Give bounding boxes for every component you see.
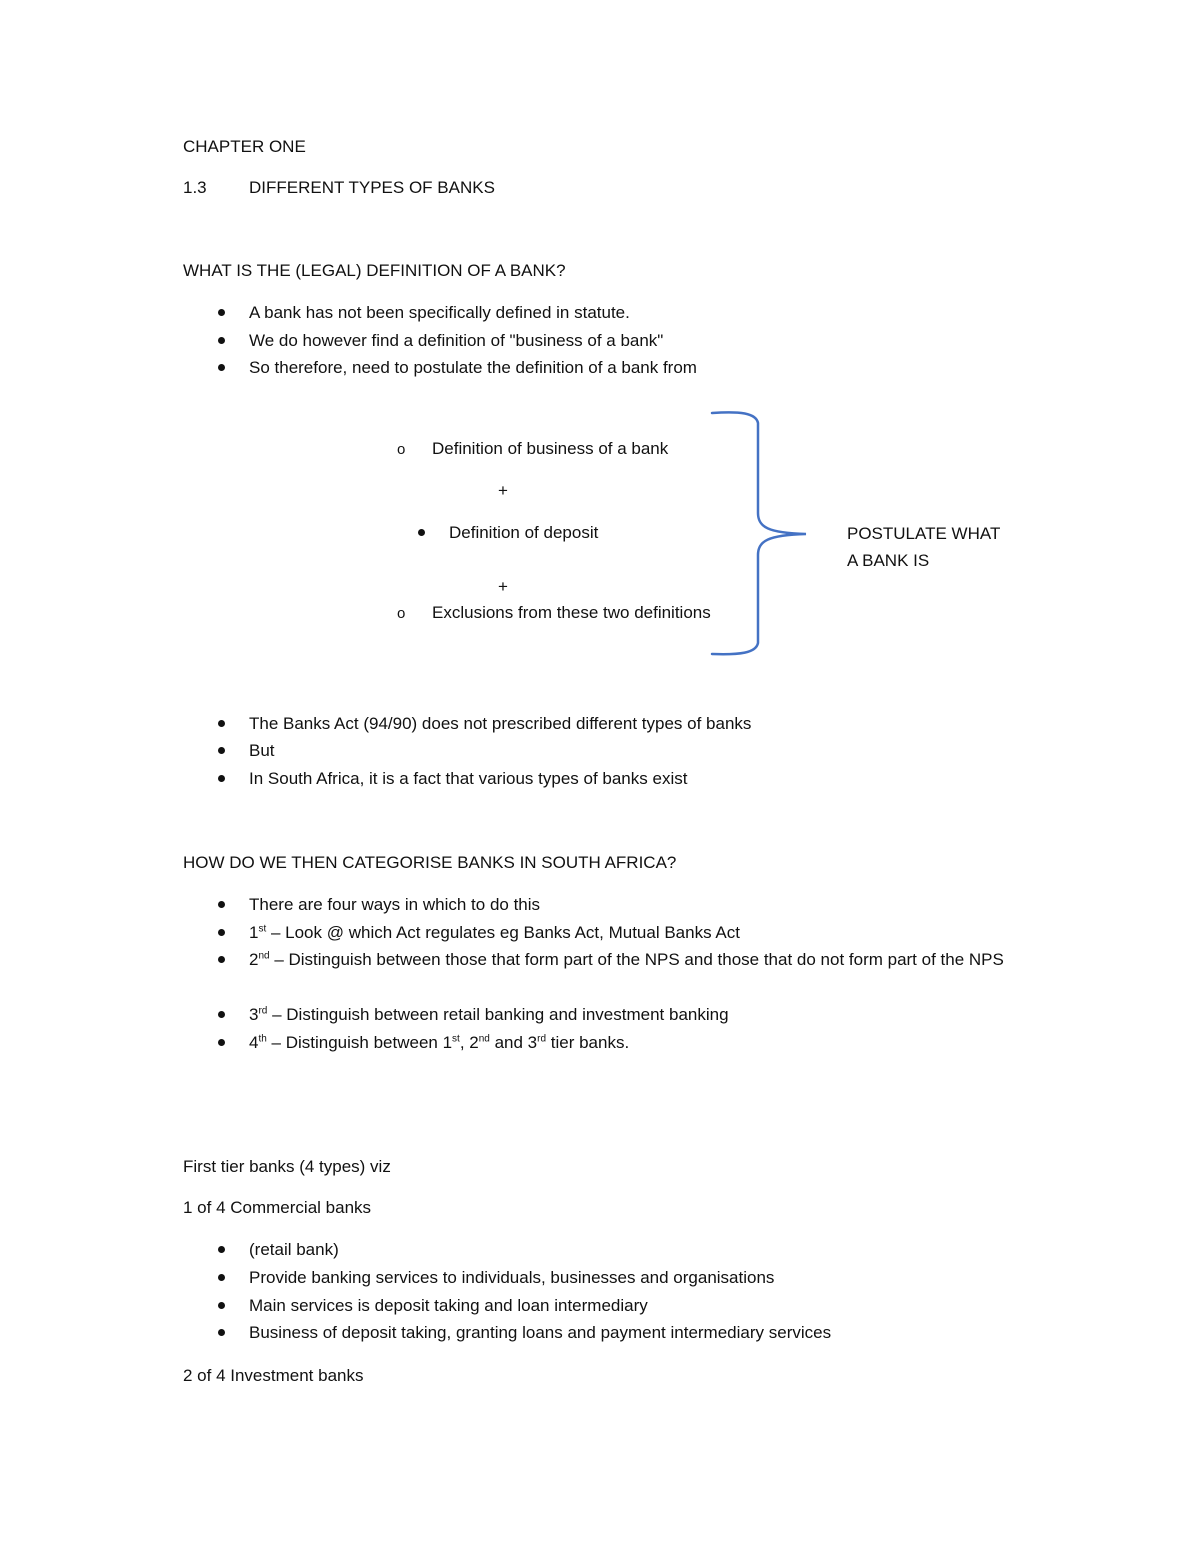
bullet-icon: [218, 1274, 225, 1281]
list-item: [249, 1005, 729, 1025]
right-brace-icon: [700, 405, 820, 665]
list-item-text: , 2: [459, 1033, 479, 1052]
bullet-icon: [218, 1329, 225, 1336]
section-title: DIFFERENT TYPES OF BANKS: [249, 178, 495, 197]
bullet-icon: [218, 720, 225, 727]
list-item: So therefore, need to postulate the definition of a bank from: [249, 358, 697, 377]
list-item: But: [249, 741, 275, 760]
bullet-icon: [218, 929, 225, 936]
ordinal-suffix: rd: [258, 1005, 268, 1017]
bullet-icon: [218, 901, 225, 908]
list-item: There are four ways in which to do this: [249, 895, 541, 914]
bullet-icon: [218, 775, 225, 782]
list-item: A bank has not been specifically defined in statute.: [249, 303, 630, 322]
plus-sign: +: [498, 577, 508, 596]
bullet-icon: [218, 1039, 225, 1046]
ordinal-suffix: nd: [478, 1033, 490, 1045]
bullet-icon: [218, 1246, 225, 1253]
ordinal-suffix: th: [258, 1033, 267, 1045]
diagram-item-exclusions: Exclusions from these two definitions: [432, 603, 711, 622]
circle-bullet-icon: o: [397, 441, 406, 458]
question-heading-categorise: HOW DO WE THEN CATEGORISE BANKS IN SOUTH AFRICA?: [183, 853, 677, 872]
diagram-item-business-definition: Definition of business of a bank: [432, 439, 669, 458]
subheading-investment-banks: 2 of 4 Investment banks: [183, 1366, 364, 1385]
list-item-text: and 3: [489, 1033, 538, 1052]
list-item: Main services is deposit taking and loan intermediary: [249, 1296, 648, 1315]
chapter-heading: CHAPTER ONE: [183, 137, 306, 156]
bullet-icon: [218, 1011, 225, 1018]
bullet-icon: [218, 747, 225, 754]
subheading-first-tier: First tier banks (4 types) viz: [183, 1157, 391, 1176]
list-item: Provide banking services to individuals, businesses and organisations: [249, 1268, 775, 1287]
bullet-icon: [218, 364, 225, 371]
bullet-icon: [218, 1302, 225, 1309]
subheading-commercial-banks: 1 of 4 Commercial banks: [183, 1198, 372, 1217]
bullet-icon: [218, 956, 225, 963]
list-item: [249, 947, 1039, 973]
circle-bullet-icon: o: [397, 605, 406, 622]
question-heading-legal-definition: WHAT IS THE (LEGAL) DEFINITION OF A BANK?: [183, 261, 566, 280]
diagram-result-line: POSTULATE WHAT: [847, 524, 1001, 543]
ordinal-suffix: st: [258, 923, 267, 935]
section-number: 1.3: [183, 178, 207, 197]
ordinal-number: 3: [249, 1005, 259, 1024]
list-item: We do however find a definition of "business of a bank": [249, 331, 664, 350]
diagram-item-deposit-definition: Definition of deposit: [449, 523, 599, 542]
plus-sign: +: [498, 481, 508, 500]
ordinal-suffix: rd: [537, 1033, 547, 1045]
list-item: [249, 1033, 629, 1053]
bullet-icon: [418, 529, 425, 536]
ordinal-suffix: nd: [258, 950, 270, 962]
diagram-result-line: A BANK IS: [847, 551, 930, 570]
ordinal-number: 4: [249, 1033, 259, 1052]
list-item: The Banks Act (94/90) does not prescribed different types of banks: [249, 714, 752, 733]
list-item-text: – Distinguish between retail banking and investment banking: [267, 1005, 729, 1024]
list-item: [249, 923, 740, 943]
list-item-text: – Look @ which Act regulates eg Banks Act, Mutual Banks Act: [266, 923, 740, 942]
list-item: Business of deposit taking, granting loans and payment intermediary services: [249, 1323, 832, 1342]
list-item: In South Africa, it is a fact that various types of banks exist: [249, 769, 688, 788]
ordinal-number: 2: [249, 950, 259, 969]
list-item: (retail bank): [249, 1240, 339, 1259]
ordinal-number: 1: [249, 923, 259, 942]
list-item-text: – Distinguish between those that form part of the NPS and those that do not form part of the NPS: [269, 950, 1004, 969]
list-item-text: – Distinguish between 1: [266, 1033, 453, 1052]
ordinal-suffix: st: [452, 1033, 460, 1045]
bullet-icon: [218, 337, 225, 344]
list-item-text: tier banks.: [546, 1033, 630, 1052]
bullet-icon: [218, 309, 225, 316]
